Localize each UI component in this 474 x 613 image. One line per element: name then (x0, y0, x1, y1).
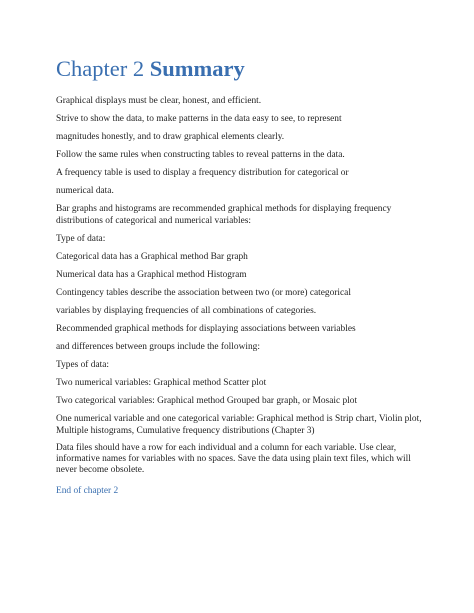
title-chapter: Chapter 2 (56, 56, 150, 81)
text-line: magnitudes honestly, and to draw graphical elements clearly. (56, 132, 285, 142)
text-line: Bar graphs and histograms are recommended graphical methods for displaying frequency (56, 204, 392, 214)
text-line: Multiple histograms, Cumulative frequency distributions (Chapter 3) (56, 426, 315, 436)
text-line: Type of data: (56, 234, 106, 244)
paragraph-line: Data files should have a row for each individual and a column for each variable. Use clear, (56, 443, 397, 453)
paragraph-line: never become obsolete. (56, 465, 145, 475)
text-line: numerical data. (56, 186, 114, 196)
text-line: Contingency tables describe the association between two (or more) categorical (56, 288, 351, 298)
text-line: Two numerical variables: Graphical method Scatter plot (56, 378, 267, 388)
end-of-chapter-link[interactable]: End of chapter 2 (56, 486, 119, 496)
text-line: Strive to show the data, to make patterns in the data easy to see, to represent (56, 114, 342, 124)
text-line: Numerical data has a Graphical method Histogram (56, 270, 247, 280)
paragraph-line: informative names for variables with no spaces. Save the data using plain text files, which will (56, 454, 411, 464)
text-line: One numerical variable and one categorical variable: Graphical method is Strip chart, Violin plot, (56, 414, 422, 424)
title-summary: Summary (149, 56, 245, 81)
page-title (56, 56, 416, 82)
final-paragraph (56, 443, 416, 476)
text-line: Graphical displays must be clear, honest, and efficient. (56, 96, 262, 106)
text-line: variables by displaying frequencies of all combinations of categories. (56, 306, 317, 316)
text-line: Two categorical variables: Graphical method Grouped bar graph, or Mosaic plot (56, 396, 358, 406)
text-line: distributions of categorical and numerical variables: (56, 216, 251, 226)
text-line: Types of data: (56, 360, 109, 370)
text-line: and differences between groups include the following: (56, 342, 260, 352)
text-line: Recommended graphical methods for displaying associations between variables (56, 324, 356, 334)
text-line: Follow the same rules when constructing tables to reveal patterns in the data. (56, 150, 345, 160)
document-body (56, 56, 422, 497)
text-line: Categorical data has a Graphical method Bar graph (56, 252, 248, 262)
text-line: A frequency table is used to display a frequency distribution for categorical or (56, 168, 349, 178)
